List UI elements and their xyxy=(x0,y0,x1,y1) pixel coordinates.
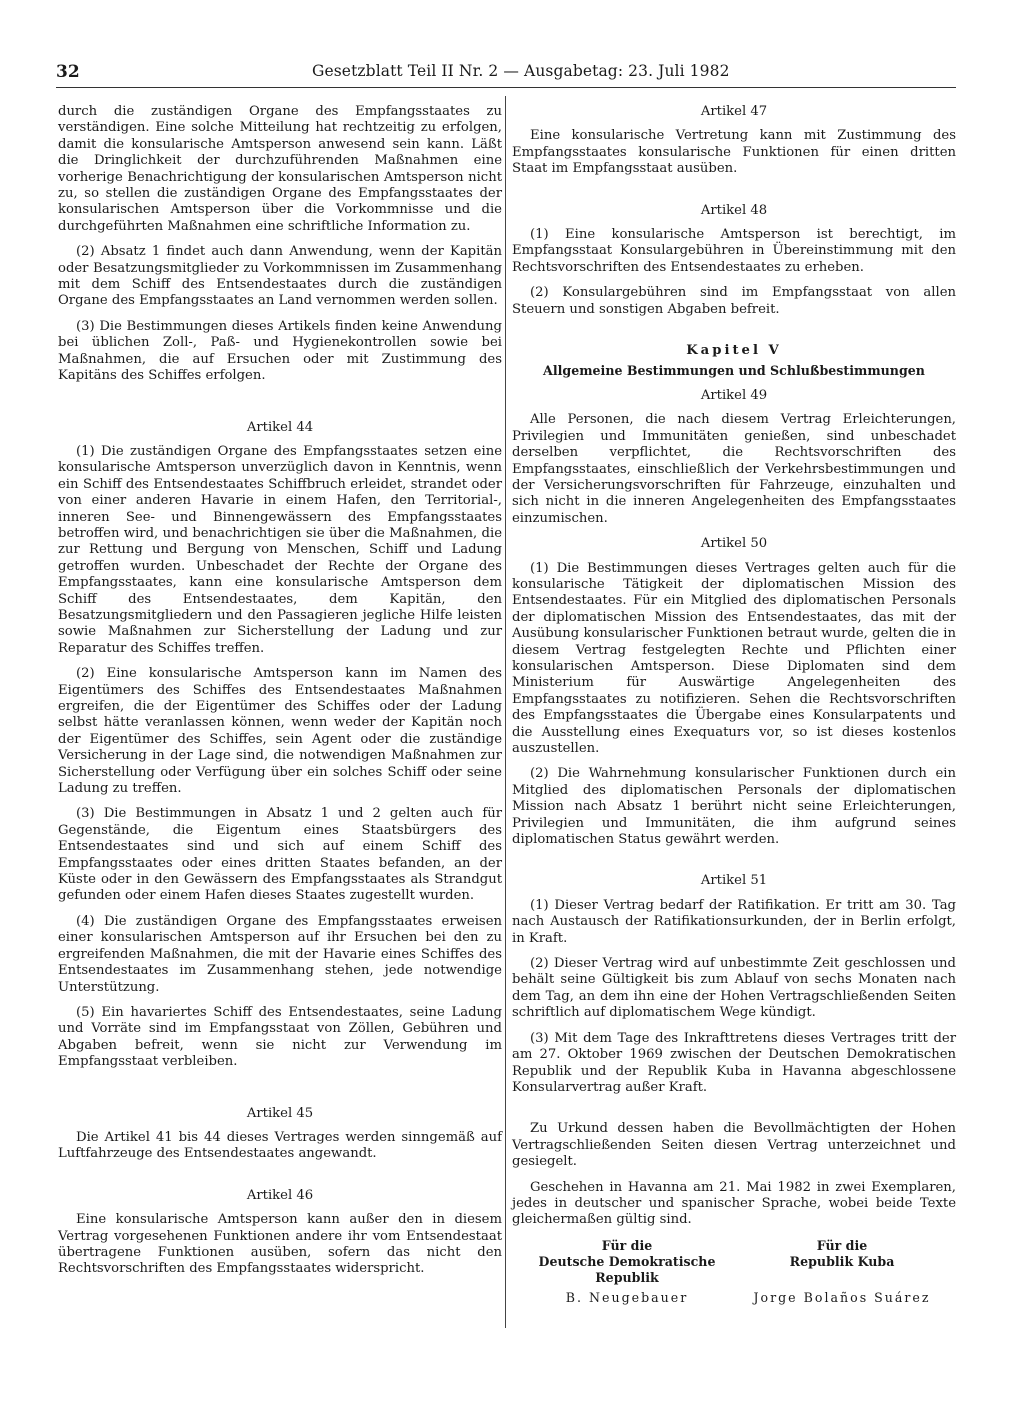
paragraph: Eine konsularische Vertretung kann mit Zustimmung des Empfangsstaates konsularische Funktionen für einen dritten Staat im Empfangsstaat ausüben. xyxy=(512,128,956,177)
page-header xyxy=(56,62,956,86)
gazette-title: Gesetzblatt Teil II Nr. 2 — Ausgabetag: 23. Juli 1982 xyxy=(312,62,730,80)
paragraph: (1) Die zuständigen Organe des Empfangsstaates setzen eine konsularische Amtsperson unverzüglich davon in Kenntnis, wenn ein Schiff des Entsendestaates Schiffbruch erleidet, strandet oder von einer anderen Havarie in einem Hafen, den Territorial-, inneren See- und Binnengewässern des Empfangsstaates betroffen wird, und benachrichtigen sie über die Maßnahmen, die zur Rettung und Bergung von Menschen, Schiff und Ladung getroffen wurden. Unbeschadet der Rechte der Organe des Empfangsstaates, kann eine konsularische Amtsperson dem Schiff des Entsendestaates, dem Kapitän, den Besatzungsmitgliedern und den Passagieren jegliche Hilfe leisten sowie Maßnahmen zur Sicherstellung der Ladung und zur Reparatur des Schiffes treffen. xyxy=(58,443,502,656)
signature-for-label: Für die xyxy=(816,1237,868,1253)
paragraph: (5) Ein havariertes Schiff des Entsendestaates, seine Ladung und Vorräte sind im Empfangsstaat von Zöllen, Gebühren und Abgaben befreit, wenn sie nicht zur Verwendung im Empfangsstaat verbleiben. xyxy=(58,1004,502,1070)
chapter-heading: Kapitel V xyxy=(686,343,782,359)
article-46-heading: Artikel 46 xyxy=(246,1187,314,1203)
spacer xyxy=(512,187,956,203)
paragraph: (2) Absatz 1 findet auch dann Anwendung, wenn der Kapitän oder Besatzungsmitglieder zu Vorkommnissen im Zusammenhang mit dem Schiff des Entsendestaates durch die zuständigen Organe des Empfangsstaates an Land vernommen werden sollen. xyxy=(58,244,502,309)
spacer xyxy=(512,1105,956,1121)
signature-party: Deutsche Demokratische Republik xyxy=(538,1253,716,1285)
article-44-heading: Artikel 44 xyxy=(246,419,314,435)
article-45-heading: Artikel 45 xyxy=(246,1105,314,1121)
chapter-title: Allgemeine Bestimmungen und Schlußbestimmungen xyxy=(543,363,925,379)
signature-gdr xyxy=(532,1238,722,1306)
paragraph: (1) Die Bestimmungen dieses Vertrages gelten auch für die konsularische Tätigkeit der diplomatischen Mission des Entsendestaates. Für ein Mitglied des diplomatischen Personals der diplomatischen Mission des Entsendestaates, das mit der Ausübung konsularischer Funktionen betraut wurde, gelten die in diesem Vertrag festgelegten Rechte und Pflichten einer konsularischen Amtsperson. Diese Diplomaten sind dem Ministerium für Auswärtige Angelegenheiten des Empfangsstaates zu notifizieren. Sehen die Rechtsvorschriften des Empfangsstaates die Übergabe eines Konsularpatents und die Ausstellung eines Exequaturs vor, so ist dieses kostenlos auszustellen. xyxy=(512,560,956,756)
article-51-heading: Artikel 51 xyxy=(700,873,768,889)
paragraph: (3) Mit dem Tage des Inkrafttretens dieses Vertrages tritt der am 27. Oktober 1969 zwischen der Deutschen Demokratischen Republik und der Republik Kuba in Havanna abgeschlossene Konsularvertrag außer Kraft. xyxy=(512,1030,956,1095)
paragraph: Geschehen in Havanna am 21. Mai 1982 in zwei Exemplaren, jedes in deutscher und spanischer Sprache, wobei beide Texte gleichermaßen gültig sind. xyxy=(512,1179,956,1228)
paragraph: Eine konsularische Amtsperson kann außer den in diesem Vertrag vorgesehenen Funktionen andere ihr vom Entsendestaat übertragene Funktionen ausüben, sofern das nicht den Rechtsvorschriften des Empfangsstaates widerspricht. xyxy=(58,1212,502,1277)
paragraph: (2) Konsulargebühren sind im Empfangsstaat von allen Steuern und sonstigen Abgaben befreit. xyxy=(512,285,956,317)
signature-block xyxy=(512,1238,956,1328)
header-rule xyxy=(56,87,956,88)
spacer xyxy=(512,857,956,873)
paragraph: (2) Die Wahrnehmung konsularischer Funktionen durch ein Mitglied des diplomatischen Personals der diplomatischen Mission nach Absatz 1 berührt nicht seine Erleichterungen, Privilegien und Immunitäten, die ihm aufgrund seines diplomatischen Status gewährt werden. xyxy=(512,766,956,848)
left-column xyxy=(58,104,502,1287)
article-50-heading: Artikel 50 xyxy=(700,536,768,552)
signatory-name: B. Neugebauer xyxy=(565,1289,689,1305)
signature-for-label: Für die xyxy=(601,1237,653,1253)
spacer xyxy=(58,1172,502,1188)
article-47-heading: Artikel 47 xyxy=(700,104,768,119)
paragraph: Die Artikel 41 bis 44 dieses Vertrages werden sinngemäß auf Luftfahrzeuge des Entsendestaates angewandt. xyxy=(58,1129,502,1162)
paragraph: (3) Die Bestimmungen dieses Artikels finden keine Anwendung bei üblichen Zoll-, Paß- und Hygienekontrollen sowie bei Maßnahmen, die auf Ersuchen oder mit Zustimmung des Kapitäns des Schiffes erfolgen. xyxy=(58,318,502,384)
right-column xyxy=(512,104,956,1328)
paragraph: durch die zuständigen Organe des Empfangsstaates zu verständigen. Eine solche Mitteilung hat rechtzeitig zu erfolgen, damit die konsularische Amtsperson anwesend sein kann. Läßt die Dringlichkeit der durchzuführenden Maßnahmen eine vorherige Benachrichtigung der konsularischen Amtsperson nicht zu, so stellen die zuständigen Organe des Empfangsstaates der konsularischen Amtsperson über die Vorkommnisse und die durchgeführten Maßnahmen eine schriftliche Information zu. xyxy=(58,104,502,234)
signatory-name: Jorge Bolaños Suárez xyxy=(753,1289,931,1305)
paragraph: (2) Dieser Vertrag wird auf unbestimmte Zeit geschlossen und behält seine Gültigkeit bis zum Ablauf von sechs Monaten nach dem Tag, an dem ihn eine der Hohen Vertragschließenden Seiten schriftlich auf diplomatischem Wege kündigt. xyxy=(512,956,956,1021)
paragraph: Zu Urkund dessen haben die Bevollmächtigten der Hohen Vertragschließenden Seiten diesen Vertrag unterzeichnet und gesiegelt. xyxy=(512,1121,956,1170)
spacer xyxy=(512,327,956,343)
paragraph: Alle Personen, die nach diesem Vertrag Erleichterungen, Privilegien und Immunitäten genießen, sind unbeschadet derselben verpflichtet, die Rechtsvorschriften des Empfangsstaates, einschließlich der Verkehrsbestimmungen und der Versicherungsvorschriften für Fahrzeuge, einzuhalten und sich nicht in die inneren Angelegenheiten des Empfangsstaates einzumischen. xyxy=(512,412,956,526)
column-divider xyxy=(505,96,506,1328)
paragraph: (1) Eine konsularische Amtsperson ist berechtigt, im Empfangsstaat Konsulargebühren in Übereinstimmung mit den Rechtsvorschriften des Entsendestaates zu erheben. xyxy=(512,227,956,275)
signature-cuba xyxy=(732,1238,952,1306)
article-48-heading: Artikel 48 xyxy=(700,202,768,218)
page-number: 32 xyxy=(56,62,80,82)
article-49-heading: Artikel 49 xyxy=(700,387,768,403)
paragraph: (4) Die zuständigen Organe des Empfangsstaates erweisen einer konsularischen Amtsperson auf ihr Ersuchen bei den zu ergreifenden Maßnahmen, die mit der Havarie eines Schiffes des Entsendestaates im Zusammenhang stehen, jede notwendige Unterstützung. xyxy=(58,913,502,995)
paragraph: (3) Die Bestimmungen in Absatz 1 und 2 gelten auch für Gegenstände, die Eigentum eines Staatsbürgers des Entsendestaates sind und sich auf einem Schiff des Empfangsstaates oder eines dritten Staates befanden, an der Küste oder in den Gewässern des Empfangsstaates als Strandgut gefunden oder einem Hafen dieses Staates zugestellt wurden. xyxy=(58,806,502,904)
paragraph: (2) Eine konsularische Amtsperson kann im Namen des Eigentümers des Schiffes des Entsendestaates Maßnahmen ergreifen, die der Eigentümer des Schiffes oder der Ladung selbst hätte veranlassen können, wenn weder der Kapitän noch der Eigentümer des Schiffes, sein Agent oder die zuständige Versicherung in der Lage sind, die notwendigen Maßnahmen zur Sicherstellung oder Verfügung über ein solches Schiff oder seine Ladung zu treffen. xyxy=(58,666,502,797)
spacer xyxy=(58,394,502,420)
signature-party: Republik Kuba xyxy=(789,1253,895,1269)
paragraph: (1) Dieser Vertrag bedarf der Ratifikation. Er tritt am 30. Tag nach Austausch der Ratifikationsurkunden, der in Berlin erfolgt, in Kraft. xyxy=(512,897,956,946)
spacer xyxy=(58,1080,502,1106)
